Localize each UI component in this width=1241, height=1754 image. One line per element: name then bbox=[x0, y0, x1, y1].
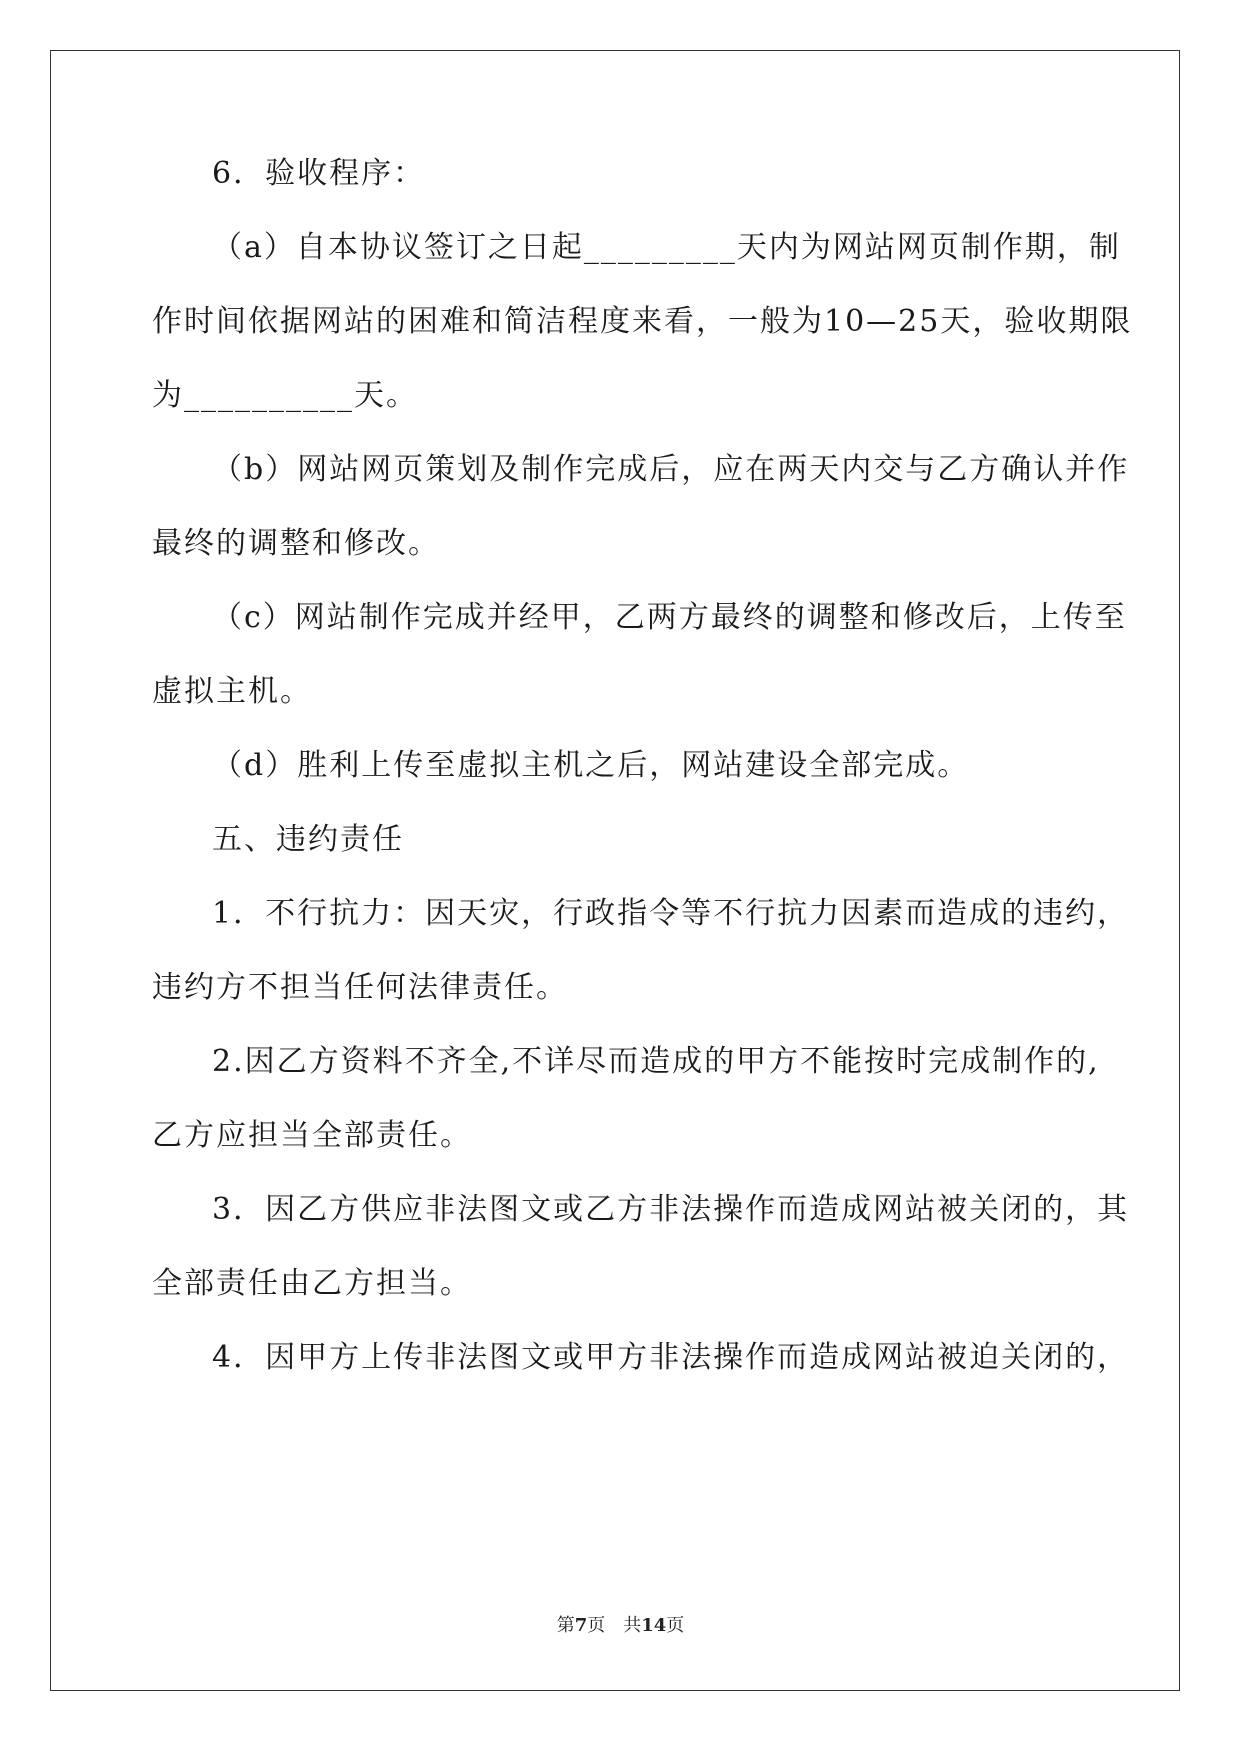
paragraph-b-line-2: 最终的调整和修改。 bbox=[152, 526, 440, 561]
paragraph-b-line-1: （b）网站网页策划及制作完成后，应在两天内交与乙方确认并作 bbox=[212, 452, 1130, 487]
clause-3-line-2: 全部责任由乙方担当。 bbox=[152, 1266, 472, 1301]
paragraph-c-line-2: 虚拟主机。 bbox=[152, 674, 312, 709]
clause-4-line-1: 4．因甲方上传非法图文或甲方非法操作而造成网站被迫关闭的， bbox=[212, 1340, 1130, 1375]
clause-2-line-1: 2.因乙方资料不齐全,不详尽而造成的甲方不能按时完成制作的, bbox=[212, 1044, 1100, 1079]
clause-1-line-1: 1．不行抗力：因天灾，行政指令等不行抗力因素而造成的违约， bbox=[212, 896, 1130, 931]
total-page-number: 14 bbox=[641, 1615, 667, 1636]
paragraph-a-line-3: 为__________天。 bbox=[152, 378, 418, 413]
page-number-footer bbox=[0, 1614, 1241, 1638]
page-mid-text: 页 共 bbox=[587, 1615, 642, 1636]
paragraph-a-line-2: 作时间依据网站的困难和简洁程度来看，一般为10—25天，验收期限 bbox=[152, 304, 1133, 339]
clause-2-line-2: 乙方应担当全部责任。 bbox=[152, 1118, 472, 1153]
page-suffix: 页 bbox=[666, 1615, 685, 1636]
page-border bbox=[50, 50, 1180, 1691]
current-page-number: 7 bbox=[574, 1615, 588, 1636]
heading-acceptance-procedure: 6．验收程序： bbox=[212, 156, 426, 191]
clause-3-line-1: 3．因乙方供应非法图文或乙方非法操作而造成网站被关闭的，其 bbox=[212, 1192, 1130, 1227]
paragraph-a-line-1: （a）自本协议签订之日起_________天内为网站网页制作期，制 bbox=[212, 230, 1121, 265]
paragraph-c-line-1: （c）网站制作完成并经甲，乙两方最终的调整和修改后，上传至 bbox=[212, 600, 1127, 635]
section-heading-liability: 五、违约责任 bbox=[212, 822, 404, 857]
paragraph-d-line-1: （d）胜利上传至虚拟主机之后，网站建设全部完成。 bbox=[212, 748, 970, 783]
clause-1-line-2: 违约方不担当任何法律责任。 bbox=[152, 970, 568, 1005]
page-prefix: 第 bbox=[556, 1615, 575, 1636]
